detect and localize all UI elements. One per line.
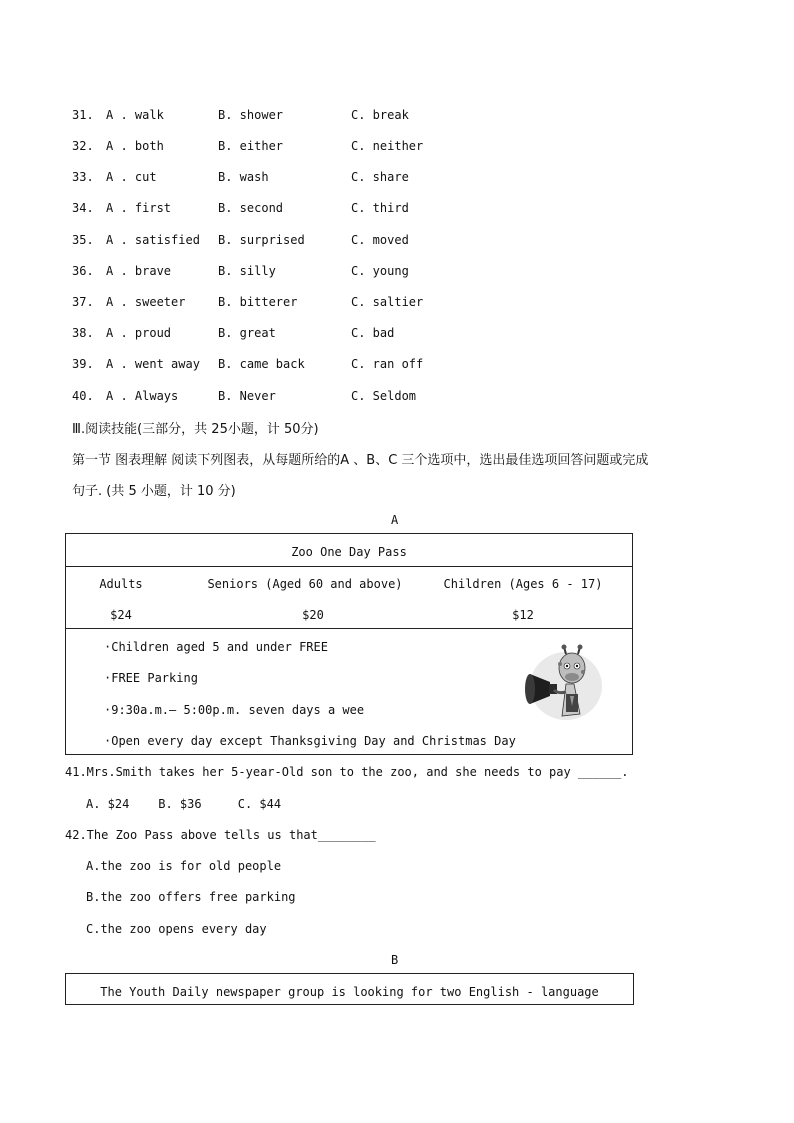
option-a: A . satisfied	[106, 233, 200, 247]
option-b: B. came back	[218, 357, 305, 371]
option-b: B. silly	[218, 264, 276, 278]
option-c: C. share	[351, 170, 409, 184]
note-item: ·9:30a.m.— 5:00p.m. seven days a wee	[104, 703, 365, 717]
question-number: 40.	[72, 389, 94, 403]
option-c: C. neither	[351, 139, 424, 153]
option-c: C. third	[351, 201, 409, 215]
option-a: A . brave	[106, 264, 172, 278]
note-item: ·Children aged 5 and under FREE	[104, 640, 328, 654]
option-a: A . proud	[106, 326, 172, 340]
option-c: C. ran off	[351, 357, 424, 371]
price-seniors: $20	[302, 608, 324, 622]
option-a: A . both	[106, 139, 164, 153]
option-b: B. Never	[218, 389, 276, 403]
question-number: 33.	[72, 170, 94, 184]
question-42-option-b: B.the zoo offers free parking	[86, 890, 296, 904]
table-title: Zoo One Day Pass	[291, 545, 407, 559]
question-number: 35.	[72, 233, 94, 247]
question-number: 31.	[72, 108, 94, 122]
option-b: B. wash	[218, 170, 269, 184]
passage-b-label: B	[391, 953, 399, 967]
giraffe-megaphone-icon	[522, 644, 602, 722]
question-41-stem: 41.Mrs.Smith takes her 5-year-Old son to the zoo, and she needs to pay ______.	[65, 765, 629, 779]
question-42-stem: 42.The Zoo Pass above tells us that________	[65, 828, 376, 842]
passage-a-label: A	[391, 513, 399, 527]
category-children: Children (Ages 6 - 17)	[443, 577, 603, 591]
option-c: C. moved	[351, 233, 409, 247]
part1-instructions-line2: 句子. (共 5 小题，计 10 分)	[72, 484, 236, 499]
option-b: B. great	[218, 326, 276, 340]
category-seniors: Seniors (Aged 60 and above)	[207, 577, 403, 591]
option-c: C. saltier	[351, 295, 424, 309]
option-c: C. break	[351, 108, 409, 122]
option-a: A . went away	[106, 357, 200, 371]
table-divider	[65, 628, 633, 629]
option-c: C. young	[351, 264, 409, 278]
price-adults: $24	[110, 608, 132, 622]
question-42-option-a: A.the zoo is for old people	[86, 859, 282, 873]
price-children: $12	[512, 608, 534, 622]
question-number: 36.	[72, 264, 94, 278]
table-divider	[65, 566, 633, 567]
passage-b-text: The Youth Daily newspaper group is looking for two English - language	[100, 985, 599, 999]
option-b: B. bitterer	[218, 295, 298, 309]
question-number: 34.	[72, 201, 94, 215]
question-number: 38.	[72, 326, 94, 340]
question-number: 37.	[72, 295, 94, 309]
section-heading: Ⅲ.阅读技能(三部分，共 25小题，计 50分)	[72, 422, 319, 437]
note-item: ·Open every day except Thanksgiving Day and Christmas Day	[104, 734, 516, 748]
option-a: A . walk	[106, 108, 164, 122]
option-a: A . sweeter	[106, 295, 186, 309]
question-number: 32.	[72, 139, 94, 153]
option-a: A . cut	[106, 170, 157, 184]
option-c: C. Seldom	[351, 389, 417, 403]
option-a: A . first	[106, 201, 172, 215]
option-c: C. bad	[351, 326, 395, 340]
question-number: 39.	[72, 357, 94, 371]
question-42-option-c: C.the zoo opens every day	[86, 922, 267, 936]
option-b: B. second	[218, 201, 284, 215]
note-item: ·FREE Parking	[104, 671, 198, 685]
option-b: B. shower	[218, 108, 284, 122]
part1-instructions-line1: 第一节 图表理解 阅读下列图表，从每题所给的A 、B、C 三个选项中，选出最佳选项回答问题或完成	[72, 453, 649, 468]
option-a: A . Always	[106, 389, 179, 403]
category-adults: Adults	[99, 577, 143, 591]
question-41-options: A. $24 B. $36 C. $44	[86, 797, 282, 811]
option-b: B. surprised	[218, 233, 305, 247]
option-b: B. either	[218, 139, 284, 153]
